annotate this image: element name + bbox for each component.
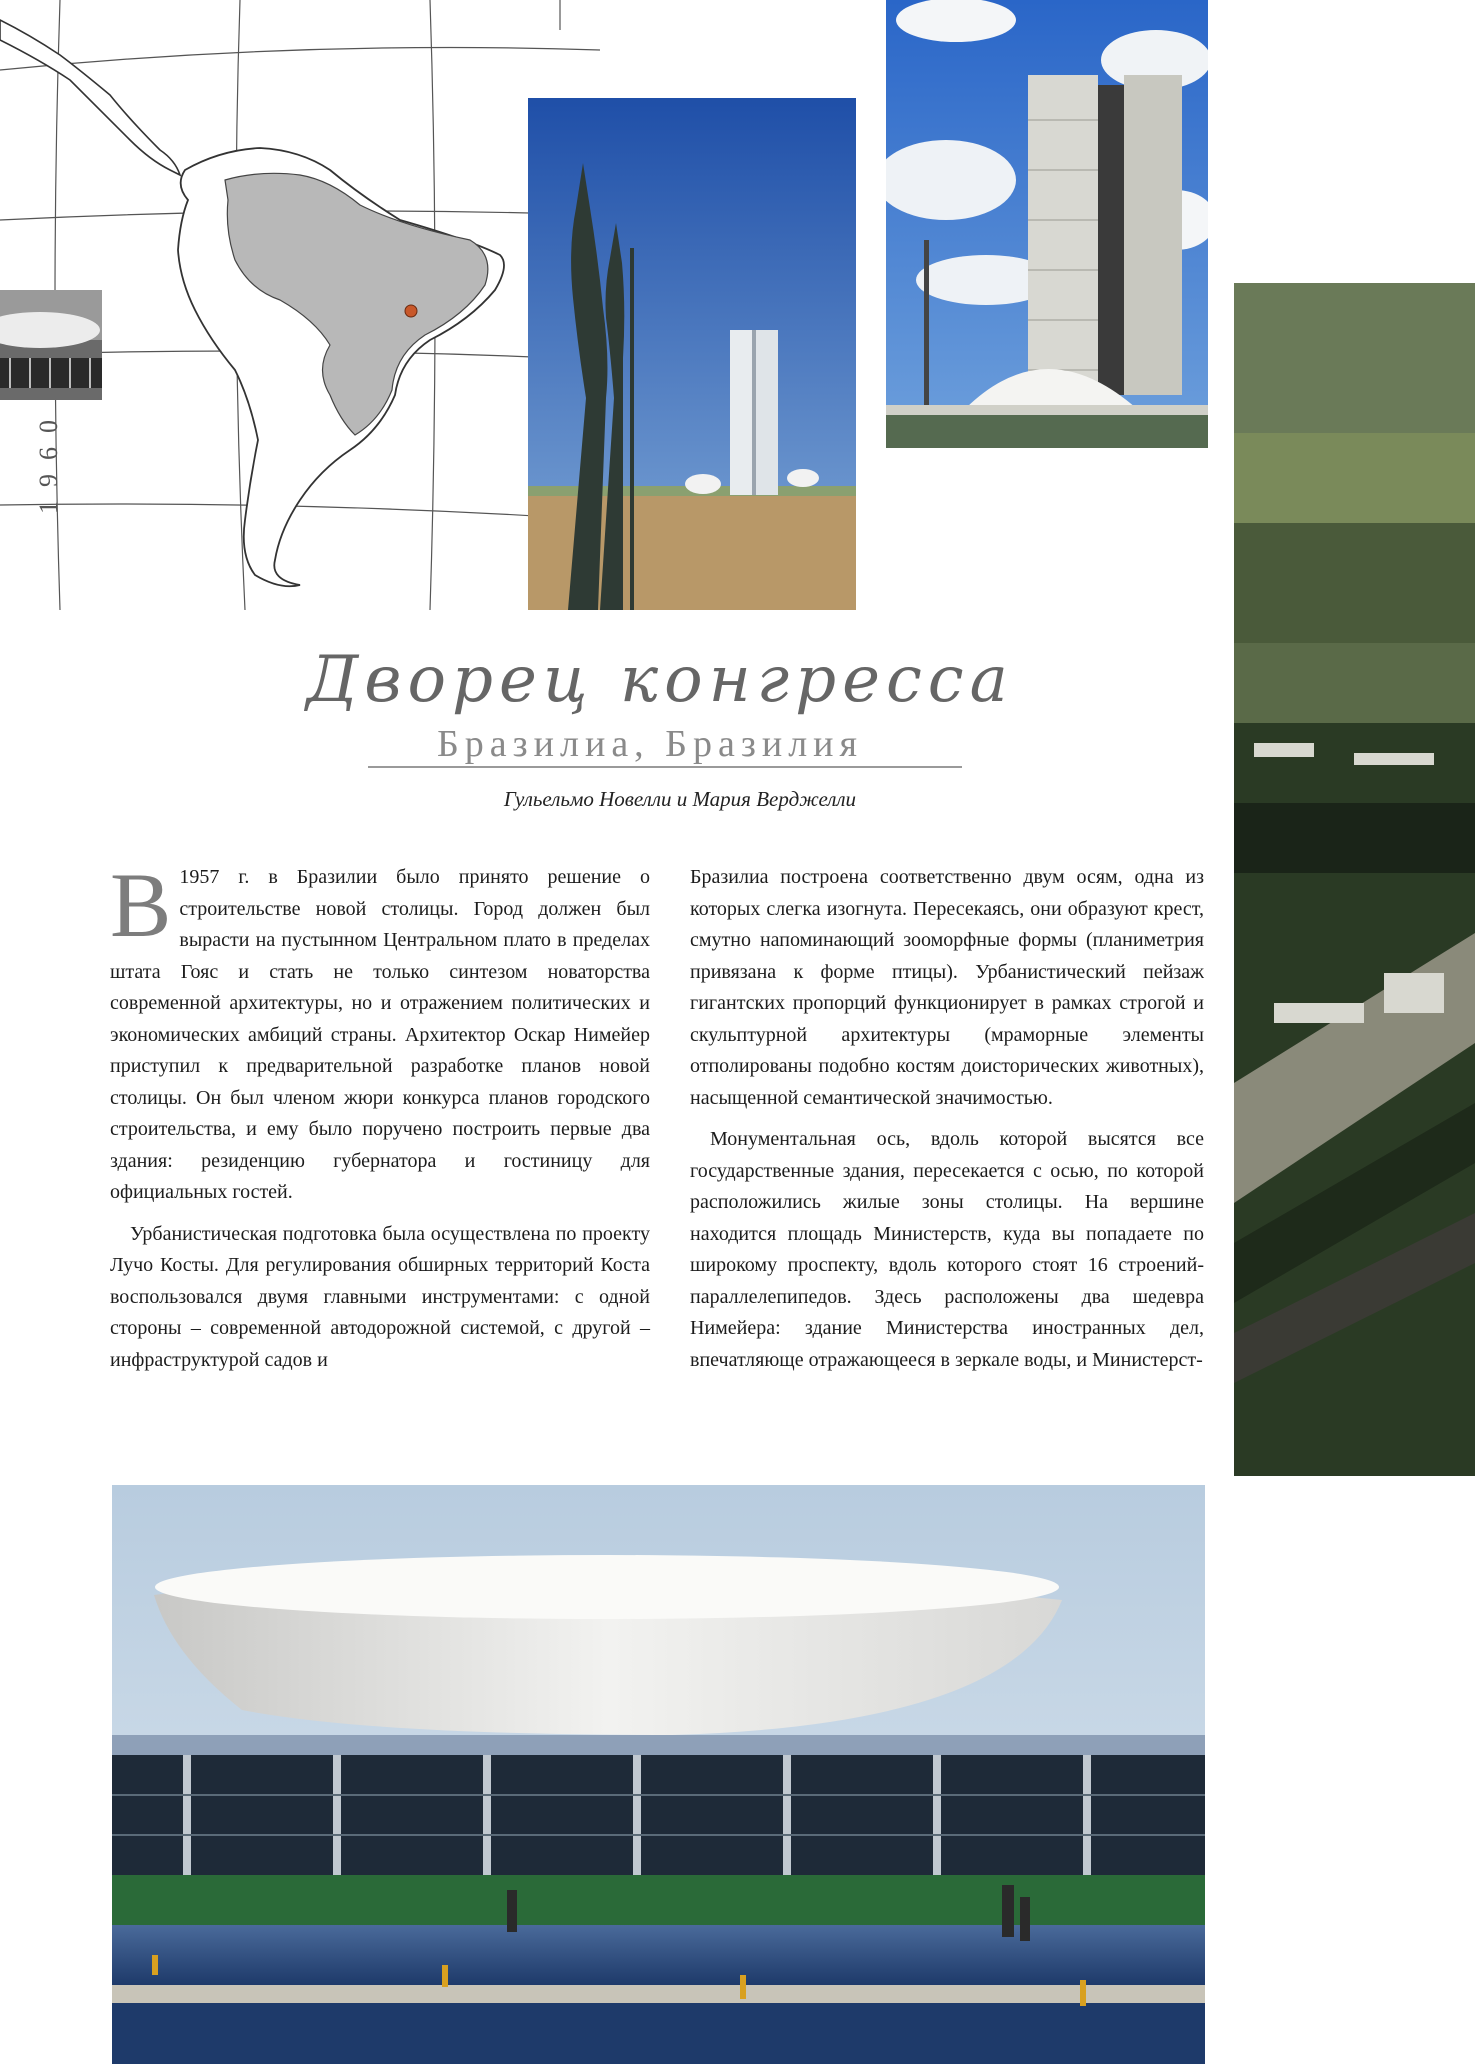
article-paragraph: Бразилиа построена соответственно двум осям, одна из которых слегка изогнута. Пересекаясь, они образуют крест, смутно напоминающий зооморфные формы (планиметрия привязана к форме птицы). Урбанистический пейзаж гигантских пропорций функционирует в рамках строгой и скульптурной архитектуры (мраморные элементы отполированы подобно костям доисторических животных), насыщенной семантической значимостью. [690, 866, 1204, 1109]
brasilia-marker [405, 305, 417, 317]
page-subtitle: Бразилиа, Бразилия [436, 723, 863, 765]
article-column-left [110, 854, 650, 1386]
page-title: Дворец конгресса [306, 643, 1014, 717]
year-label: 1960 [34, 406, 63, 514]
year-thumbnail [0, 290, 102, 400]
article-column-right [690, 862, 1204, 1386]
photo-warriors-statue [528, 98, 856, 610]
article-paragraph: Монументальная ось, вдоль которой высятся все государственные здания, пересекается с осью, по которой расположились жилые зоны столицы. На вершине находится площадь Министерств, куда вы попадаете по широкому проспекту, вдоль которого стоят 16 строений-параллелепипедов. Здесь расположены два шедевра Нимейера: здание Министерства иностранных дел, впечатляюще отражающееся в зеркале воды, и Министерст- [690, 1128, 1204, 1371]
photo-aerial-view [1234, 283, 1475, 1476]
photo-congress-towers [886, 0, 1208, 448]
authors-line: Гульельмо Новелли и Мария Верджелли [503, 787, 857, 811]
article-paragraph: В 1957 г. в Бразилии было принято решение о строительстве новой столицы. Город должен был вырасти на пустынном Центральном плато в пределах штата Гояс и стать не только синтезом новаторства современной архитектуры, но и отражением политических и экономических амбиций страны. Архитектор Оскар Нимейер приступил к предварительной разработке планов новой столицы. Он был членом жюри конкурса планов городского строительства, и ему было поручено построить первые два здания: резиденцию губернатора и гостиницу для официальных гостей. [110, 854, 650, 1203]
subtitle-rule [368, 766, 962, 768]
article-paragraph: Урбанистическая подготовка была осуществлена по проекту Лучо Косты. Для регулирования обширных территорий Коста воспользовался двумя главными инструментами: с одной стороны – современной автодорожной системой, с другой – инфраструктурой садов и [110, 1222, 650, 1371]
photo-congress-bowl [112, 1485, 1205, 2064]
drop-cap: В [110, 854, 172, 956]
